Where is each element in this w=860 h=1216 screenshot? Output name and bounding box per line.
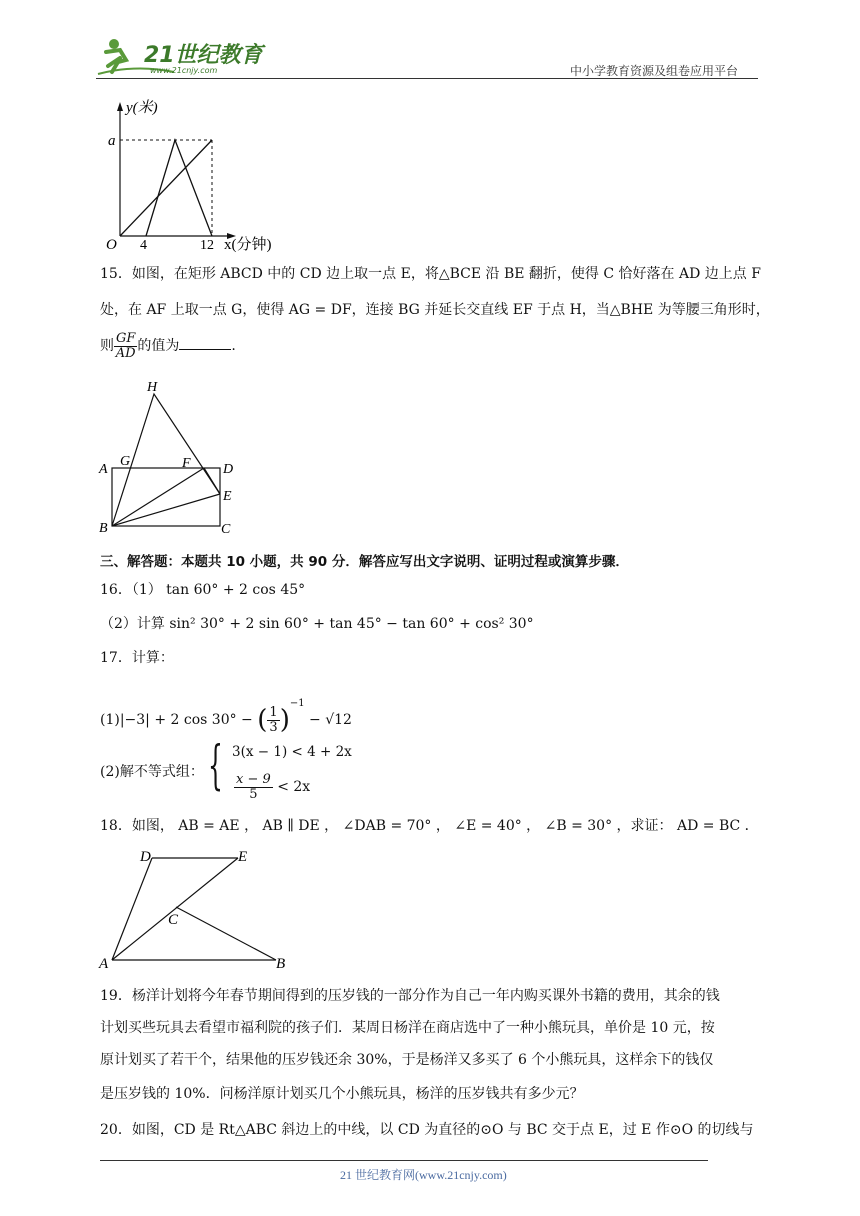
q16-part2: （2）计算 sin² 30° + 2 sin 60° + tan 45° − tan 60° + cos² 30° — [100, 616, 534, 632]
q19-line3: 原计划买了若干个，结果他的压岁钱还余 30%，于是杨洋又多买了 6 个小熊玩具，这样余下的钱仅 — [100, 1052, 714, 1068]
ineq2-num: x − 9 — [236, 771, 271, 787]
q15-line2: 处，在 AF 上取一点 G，使得 AG = DF，连接 BG 并延长交直线 EF 于点 H，当△BHE 为等腰三角形时， — [100, 302, 770, 318]
answer-blank — [179, 337, 231, 350]
q15-fraction — [114, 332, 137, 361]
q17-exponent: −1 — [289, 698, 305, 709]
ineq2 — [234, 768, 310, 806]
q17-part2-label: (2)解不等式组： — [100, 764, 204, 780]
label-E: E — [238, 849, 248, 865]
label-A: A — [99, 956, 109, 972]
q17-frac-num: 1 — [269, 704, 278, 720]
footer-text: 21 世纪教育网(www.21cnjy.com) — [340, 1168, 507, 1182]
label-D: D — [223, 462, 234, 477]
frac-num: GF — [116, 330, 136, 346]
label-B: B — [99, 521, 108, 536]
label-B: B — [276, 956, 286, 972]
q19-line2: 计划买些玩具去看望市福利院的孩子们．某周日杨洋在商店选中了一种小熊玩具，单价是 10 元，按 — [100, 1020, 715, 1036]
header-platform-text: 中小学教育资源及组卷应用平台 — [570, 64, 739, 78]
label-C: C — [221, 522, 231, 537]
distance-time-graph — [100, 96, 300, 256]
x-axis-label: x(分钟) — [224, 237, 272, 253]
q15-line1: 15．如图，在矩形 ABCD 中的 CD 边上取一点 E，将△BCE 沿 BE 翻折，使得 C 恰好落在 AD 边上点 F — [100, 266, 761, 282]
q19-line4: 是压岁钱的 10%．问杨洋原计划买几个小熊玩具，杨洋的压岁钱共有多少元？ — [100, 1086, 584, 1102]
q15-period: . — [231, 338, 236, 354]
label-A: A — [99, 462, 108, 477]
logo-brand: 21世纪教育 — [144, 43, 263, 68]
q16-part1: 16．（1） tan 60° + 2 cos 45° — [100, 582, 306, 598]
label-D: D — [140, 849, 151, 865]
ineq2-post: < 2x — [277, 779, 311, 795]
label-F: F — [182, 456, 191, 471]
header-divider — [96, 78, 758, 79]
q17-part1: (1)|−3| + 2 cos 30° − ( $\frac{1}{3}$ )$^{-1}$ − √12 — [100, 698, 352, 735]
q15-figure — [96, 376, 256, 546]
label-E: E — [223, 489, 232, 504]
q18-figure — [96, 842, 306, 972]
q15-line3-post: 的值为 — [137, 338, 180, 354]
tick-4: 4 — [140, 238, 147, 253]
q17-fraction — [267, 706, 279, 735]
footer-divider — [100, 1160, 708, 1161]
ineq2-den: 5 — [249, 786, 258, 802]
y-axis-label: y(米) — [126, 100, 158, 116]
label-H: H — [147, 380, 158, 395]
q19-line1: 19．杨洋计划将今年春节期间得到的压岁钱的一部分作为自己一年内购买课外书籍的费用，其余的钱 — [100, 988, 720, 1004]
q20-line1: 20．如图，CD 是 Rt△ABC 斜边上的中线，以 CD 为直径的⊙O 与 BC 交于点 E，过 E 作⊙O 的切线与 — [100, 1122, 754, 1138]
q15-line3 — [100, 328, 236, 364]
label-C: C — [168, 912, 179, 928]
q18-text: 18．如图， AB = AE ， AB ∥ DE ， ∠DAB = 70° ， ∠E = 40° ， ∠B = 30° ，求证： AD = BC ． — [100, 818, 759, 834]
q17-part1-post: − √12 — [309, 712, 352, 728]
q17-part1-pre: (1)|−3| + 2 cos 30° − — [100, 712, 253, 728]
ineq1: 3(x − 1) < 4 + 2x — [232, 744, 352, 760]
logo-url: www.21cnjy.com — [150, 66, 218, 75]
q17-title: 17．计算： — [100, 650, 174, 666]
label-G: G — [120, 454, 131, 469]
frac-den: AD — [115, 345, 136, 361]
tick-12: 12 — [200, 238, 214, 253]
origin-label: O — [106, 237, 117, 253]
section-3-heading: 三、解答题：本题共 10 小题，共 90 分．解答应写出文字说明、证明过程或演算步骤． — [100, 554, 629, 570]
q15-line3-pre: 则 — [100, 338, 114, 354]
a-label: a — [108, 133, 116, 149]
q17-frac-den: 3 — [269, 719, 278, 735]
system-brace: { — [208, 736, 223, 796]
